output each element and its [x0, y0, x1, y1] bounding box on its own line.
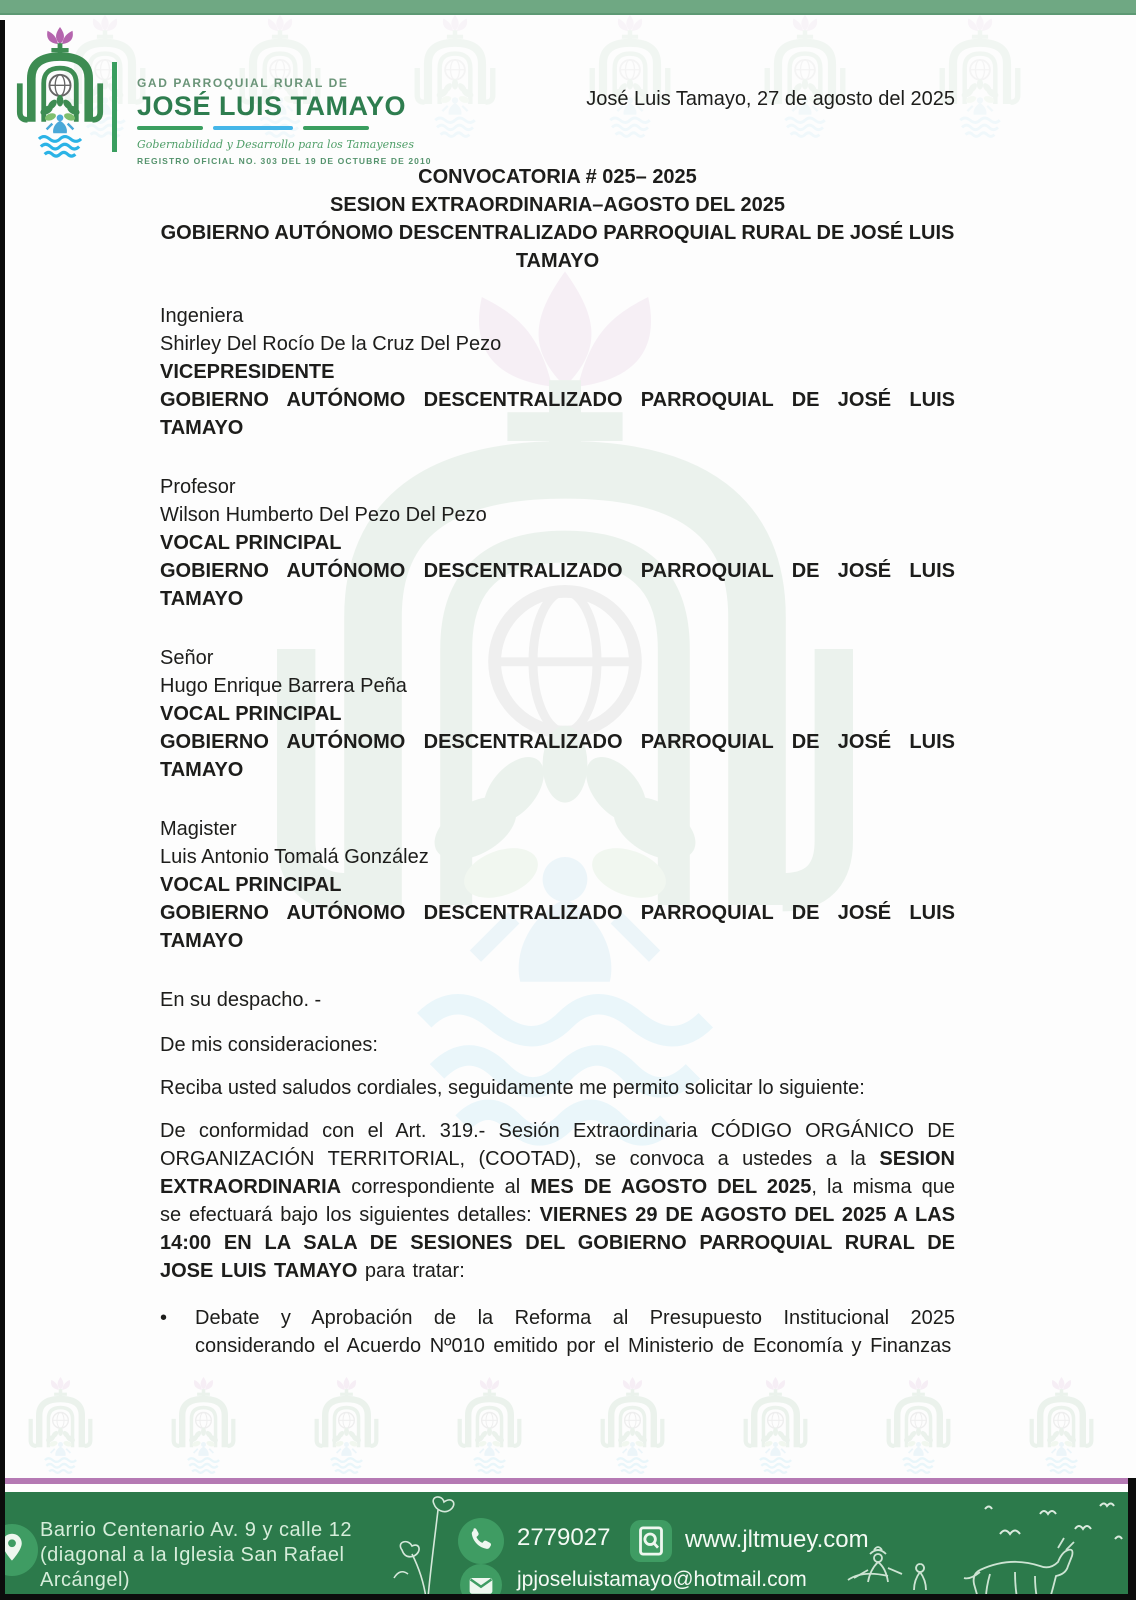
logo-underline-rule — [137, 126, 369, 130]
consideraciones-line: De mis consideraciones: — [160, 1034, 378, 1056]
org-tagline: Gobernabilidad y Desarrollo para los Tamayenses — [137, 138, 414, 151]
agenda-item-text: Debate y Aprobación de la Reforma al Presupuesto Institucional 2025 considerando el Acuerdo Nº010 emitido por el Ministerio de Economía y Finanzas — [195, 1307, 955, 1357]
logo-separator-bar — [112, 62, 117, 152]
recipient-name: Shirley Del Rocío De la Cruz Del Pezo — [160, 333, 502, 355]
donkey-farmer-line-art — [830, 1536, 1120, 1600]
watermark-crest — [168, 1376, 239, 1476]
footer-address — [40, 1518, 352, 1593]
watermark-crest — [597, 1376, 668, 1476]
photo-edge-right — [1128, 1478, 1136, 1600]
recipient-role: VICEPRESIDENTE — [160, 361, 335, 383]
footer-band — [0, 1492, 1136, 1600]
recipient-name: Wilson Humberto Del Pezo Del Pezo — [160, 504, 487, 526]
gad-logo-crest — [12, 26, 108, 160]
recipient-name: Hugo Enrique Barrera Peña — [160, 675, 407, 697]
footer-website: www.jltmuey.com — [685, 1526, 869, 1553]
date-line: José Luis Tamayo, 27 de agosto del 2025 — [586, 88, 955, 110]
recipient-block — [160, 473, 955, 613]
watermark-crest — [410, 14, 500, 140]
title-gobierno: GOBIERNO AUTÓNOMO DESCENTRALIZADO PARROQUIAL RURAL DE JOSÉ LUIS TAMAYO — [160, 222, 955, 272]
watermark-crest — [935, 14, 1025, 140]
main-paragraph: De conformidad con el Art. 319.- Sesión Extraordinaria CÓDIGO ORGÁNICO DE ORGANIZACIÓN TERRITORIAL, (COOTAD), se convoca a ustedes a la SESION EXTRAORDINARIA correspondiente al MES DE AGOSTO DEL 2025, la misma que se efectuará bajo los siguientes detalles: VIERNES 29 DE AGOSTO DEL 2025 A LAS 14:00 EN LA SALA DE SESIONES DEL GOBIERNO PARROQUIAL RURAL DE JOSE LUIS TAMAYO para tratar: — [160, 1120, 956, 1282]
org-type-label: GAD PARROQUIAL RURAL DE — [137, 76, 349, 90]
address-line-1: Barrio Centenario Av. 9 y calle 12 — [40, 1519, 352, 1541]
top-green-band — [0, 0, 1136, 15]
despacho-line: En su despacho. - — [160, 989, 322, 1011]
agenda-item — [160, 1304, 955, 1360]
watermark-crest — [740, 1376, 811, 1476]
recipient-org: GOBIERNO AUTÓNOMO DESCENTRALIZADO PARROQUIAL DE JOSÉ LUIS TAMAYO — [160, 389, 955, 439]
title-block — [160, 163, 955, 275]
title-convocatoria: CONVOCATORIA # 025– 2025 — [418, 166, 697, 188]
recipient-block — [160, 815, 955, 955]
logo-text-block — [137, 76, 432, 166]
bullet-marker: • — [160, 1307, 168, 1329]
org-name: JOSÉ LUIS TAMAYO — [137, 91, 407, 121]
recipient-block — [160, 302, 955, 442]
recipient-org: GOBIERNO AUTÓNOMO DESCENTRALIZADO PARROQUIAL DE JOSÉ LUIS TAMAYO — [160, 731, 955, 781]
saludos-line: Reciba usted saludos cordiales, seguidamente me permito solicitar lo siguiente: — [160, 1077, 865, 1099]
watermark-crest — [454, 1376, 525, 1476]
recipient-name: Luis Antonio Tomalá González — [160, 846, 429, 868]
watermark-crest — [585, 14, 675, 140]
watermark-crest — [883, 1376, 954, 1476]
photo-edge-left — [0, 20, 5, 1600]
recipient-block — [160, 644, 955, 784]
footer-email: jpjoseluistamayo@hotmail.com — [517, 1568, 807, 1591]
watermark-crest — [1026, 1376, 1097, 1476]
recipient-role: VOCAL PRINCIPAL — [160, 703, 342, 725]
location-pin-icon — [0, 1524, 38, 1576]
title-sesion: SESION EXTRAORDINARIA–AGOSTO DEL 2025 — [330, 194, 785, 216]
recipient-org: GOBIERNO AUTÓNOMO DESCENTRALIZADO PARROQUIAL DE JOSÉ LUIS TAMAYO — [160, 560, 955, 610]
photo-edge-bottom — [0, 1594, 1136, 1600]
recipient-salutation: Señor — [160, 647, 214, 669]
footer-white-gap — [0, 1484, 1136, 1492]
recipient-role: VOCAL PRINCIPAL — [160, 874, 342, 896]
watermark-crest — [311, 1376, 382, 1476]
registro-oficial: REGISTRO OFICIAL NO. 303 DEL 19 DE OCTUBRE DE 2010 — [137, 156, 432, 166]
recipient-org: GOBIERNO AUTÓNOMO DESCENTRALIZADO PARROQUIAL DE JOSÉ LUIS TAMAYO — [160, 902, 955, 952]
watermark-crest — [25, 1376, 96, 1476]
footer-phone: 2779027 — [517, 1524, 611, 1551]
recipient-salutation: Ingeniera — [160, 305, 244, 327]
phone-icon — [458, 1518, 504, 1564]
website-icon — [630, 1520, 672, 1562]
address-line-3: Arcángel) — [40, 1569, 131, 1591]
flower-line-art — [388, 1494, 468, 1600]
recipient-salutation: Profesor — [160, 476, 236, 498]
recipient-role: VOCAL PRINCIPAL — [160, 532, 342, 554]
address-line-2: (diagonal a la Iglesia San Rafael — [40, 1544, 345, 1566]
watermark-crest — [760, 14, 850, 140]
recipient-salutation: Magister — [160, 818, 237, 840]
document-body — [160, 302, 955, 1360]
